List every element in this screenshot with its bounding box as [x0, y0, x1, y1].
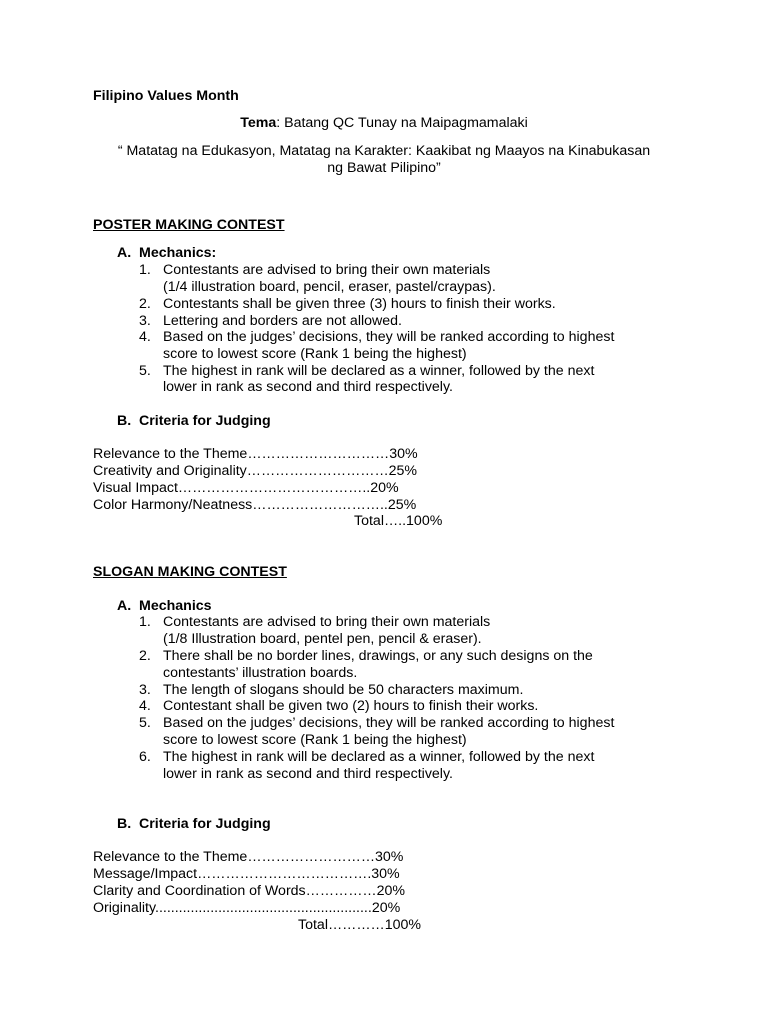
theme-label: Tema [240, 115, 277, 131]
criteria-row: Visual Impact…………………………………..20% [93, 480, 399, 496]
list-item-number: 3. [139, 313, 151, 329]
list-item-number: 3. [139, 682, 151, 698]
poster-criteria-title: Criteria for Judging [139, 413, 271, 429]
list-item-number: 1. [139, 614, 151, 630]
list-item-text: Contestant shall be given two (2) hours to finish their works. [163, 698, 539, 714]
list-item-text: Based on the judges’ decisions, they will be ranked according to highest [163, 329, 615, 345]
criteria-row: Originality.......................................................20% [93, 900, 401, 916]
list-item-number: 2. [139, 296, 151, 312]
list-item-text: Lettering and borders are not allowed. [163, 313, 402, 329]
slogan-section-heading: SLOGAN MAKING CONTEST [93, 564, 287, 580]
poster-mechanics-title: Mechanics: [139, 245, 217, 261]
quote-line-2: ng Bawat Pilipino” [327, 160, 441, 176]
list-item-text: The highest in rank will be declared as a winner, followed by the next [163, 363, 595, 379]
poster-section-heading: POSTER MAKING CONTEST [93, 217, 285, 233]
document-title: Filipino Values Month [93, 88, 239, 104]
list-item-text: The highest in rank will be declared as a winner, followed by the next [163, 749, 595, 765]
list-item-text: score to lowest score (Rank 1 being the highest) [163, 346, 467, 362]
slogan-mechanics-letter: A. [117, 598, 132, 614]
list-item-text: (1/8 Illustration board, pentel pen, pencil & eraser). [163, 631, 482, 647]
list-item-number: 2. [139, 648, 151, 664]
criteria-row: Message/Impact……………………………….30% [93, 866, 400, 882]
theme-value: : Batang QC Tunay na Maipagmamalaki [276, 115, 528, 131]
criteria-row: Relevance to the Theme…………………………30% [93, 446, 418, 462]
criteria-row: Creativity and Originality…………………………25% [93, 463, 418, 479]
list-item-text: lower in rank as second and third respectively. [163, 766, 453, 782]
list-item-number: 5. [139, 363, 151, 379]
list-item-number: 1. [139, 262, 151, 278]
list-item-text: lower in rank as second and third respectively. [163, 379, 453, 395]
slogan-criteria-letter: B. [117, 816, 132, 832]
criteria-total: Total…………100% [298, 917, 422, 933]
list-item-number: 4. [139, 329, 151, 345]
list-item-text: Based on the judges’ decisions, they will be ranked according to highest [163, 715, 615, 731]
list-item-text: The length of slogans should be 50 characters maximum. [163, 682, 524, 698]
slogan-mechanics-title: Mechanics [139, 598, 212, 614]
poster-mechanics-letter: A. [117, 245, 132, 261]
list-item-text: (1/4 illustration board, pencil, eraser, pastel/craypas). [163, 279, 496, 295]
list-item-text: There shall be no border lines, drawings, or any such designs on the [163, 648, 593, 664]
list-item-text: Contestants shall be given three (3) hours to finish their works. [163, 296, 556, 312]
list-item-number: 5. [139, 715, 151, 731]
criteria-row: Relevance to the Theme………………………30% [93, 849, 404, 865]
list-item-number: 4. [139, 698, 151, 714]
slogan-criteria-title: Criteria for Judging [139, 816, 271, 832]
list-item-text: score to lowest score (Rank 1 being the highest) [163, 732, 467, 748]
list-item-number: 6. [139, 749, 151, 765]
theme-line [0, 115, 768, 132]
list-item-text: contestants’ illustration boards. [163, 665, 358, 681]
criteria-row: Color Harmony/Neatness………………………..25% [93, 497, 417, 513]
criteria-row: Clarity and Coordination of Words……………20% [93, 883, 405, 899]
poster-criteria-letter: B. [117, 413, 132, 429]
quote-line-1: “ Matatag na Edukasyon, Matatag na Karakter: Kaakibat ng Maayos na Kinabukasan [117, 143, 651, 159]
list-item-text: Contestants are advised to bring their own materials [163, 614, 491, 630]
criteria-total: Total…..100% [354, 513, 443, 529]
list-item-text: Contestants are advised to bring their own materials [163, 262, 491, 278]
